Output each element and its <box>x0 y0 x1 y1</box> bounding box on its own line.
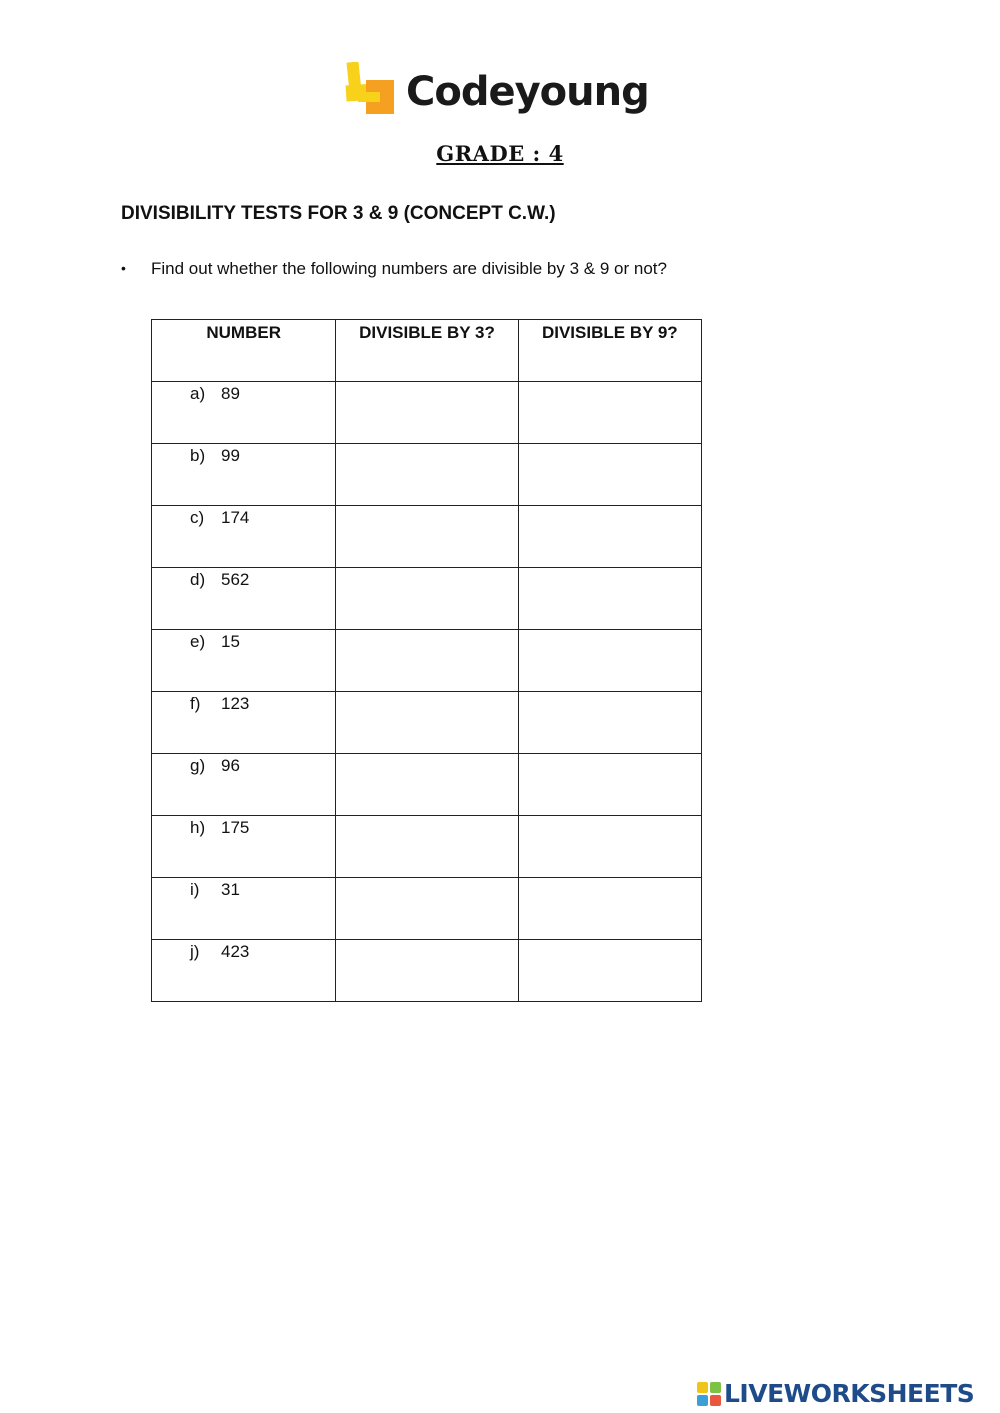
codeyoung-logo-icon <box>344 62 396 116</box>
liveworksheets-brand: LIVEWORKSHEETS <box>724 1379 975 1408</box>
worksheet-title: DIVISIBILITY TESTS FOR 3 & 9 (CONCEPT C.W.) <box>121 203 556 224</box>
answer-cell-divisible-by-9[interactable] <box>518 506 701 568</box>
answer-cell-divisible-by-3[interactable] <box>336 630 518 692</box>
item-number: 175 <box>221 818 250 837</box>
item-number: 174 <box>221 508 250 527</box>
item-label: j) <box>190 942 200 961</box>
answer-cell-divisible-by-3[interactable] <box>336 940 518 1002</box>
number-cell <box>152 630 336 692</box>
table-row <box>152 816 702 878</box>
instruction-text: Find out whether the following numbers are divisible by 3 & 9 or not? <box>151 259 667 278</box>
column-header-divisible-by-9: DIVISIBLE BY 9? <box>518 320 701 382</box>
item-label: d) <box>190 570 206 589</box>
table-row <box>152 940 702 1002</box>
answer-cell-divisible-by-3[interactable] <box>336 754 518 816</box>
answer-cell-divisible-by-9[interactable] <box>518 692 701 754</box>
answer-cell-divisible-by-3[interactable] <box>336 692 518 754</box>
column-header-divisible-by-3: DIVISIBLE BY 3? <box>336 320 518 382</box>
table-row <box>152 754 702 816</box>
number-cell <box>152 754 336 816</box>
liveworksheets-footer <box>697 1378 997 1408</box>
codeyoung-logo <box>344 62 664 122</box>
table-row <box>152 506 702 568</box>
answer-cell-divisible-by-9[interactable] <box>518 754 701 816</box>
table-row <box>152 382 702 444</box>
item-label: b) <box>190 446 206 465</box>
number-cell <box>152 940 336 1002</box>
answer-cell-divisible-by-3[interactable] <box>336 816 518 878</box>
table-row <box>152 630 702 692</box>
answer-cell-divisible-by-9[interactable] <box>518 940 701 1002</box>
answer-cell-divisible-by-9[interactable] <box>518 444 701 506</box>
number-cell <box>152 444 336 506</box>
answer-cell-divisible-by-3[interactable] <box>336 506 518 568</box>
answer-cell-divisible-by-3[interactable] <box>336 444 518 506</box>
item-number: 96 <box>221 756 240 775</box>
number-cell <box>152 568 336 630</box>
answer-cell-divisible-by-9[interactable] <box>518 382 701 444</box>
table-row <box>152 444 702 506</box>
answer-cell-divisible-by-9[interactable] <box>518 816 701 878</box>
answer-cell-divisible-by-3[interactable] <box>336 568 518 630</box>
instruction <box>121 259 667 279</box>
number-cell <box>152 692 336 754</box>
table-row <box>152 568 702 630</box>
answer-cell-divisible-by-9[interactable] <box>518 878 701 940</box>
liveworksheets-logo-icon <box>697 1382 721 1406</box>
number-cell <box>152 382 336 444</box>
table-header-row <box>152 320 702 382</box>
table-row <box>152 878 702 940</box>
bullet-icon: • <box>121 260 126 276</box>
item-label: i) <box>190 880 200 899</box>
number-cell <box>152 816 336 878</box>
item-number: 31 <box>221 880 240 899</box>
item-label: e) <box>190 632 206 651</box>
item-label: g) <box>190 756 206 775</box>
item-number: 423 <box>221 942 250 961</box>
answer-cell-divisible-by-9[interactable] <box>518 630 701 692</box>
grade-heading: GRADE : 4 <box>436 141 564 166</box>
number-cell <box>152 878 336 940</box>
item-label: f) <box>190 694 201 713</box>
brand-name: Codeyoung <box>406 69 649 115</box>
item-label: h) <box>190 818 206 837</box>
item-number: 562 <box>221 570 250 589</box>
item-number: 89 <box>221 384 240 403</box>
item-label: c) <box>190 508 205 527</box>
item-number: 99 <box>221 446 240 465</box>
divisibility-table <box>151 319 702 1002</box>
table-row <box>152 692 702 754</box>
answer-cell-divisible-by-9[interactable] <box>518 568 701 630</box>
answer-cell-divisible-by-3[interactable] <box>336 878 518 940</box>
column-header-number: NUMBER <box>152 320 336 382</box>
number-cell <box>152 506 336 568</box>
item-number: 15 <box>221 632 240 651</box>
item-label: a) <box>190 384 206 403</box>
item-number: 123 <box>221 694 250 713</box>
answer-cell-divisible-by-3[interactable] <box>336 382 518 444</box>
